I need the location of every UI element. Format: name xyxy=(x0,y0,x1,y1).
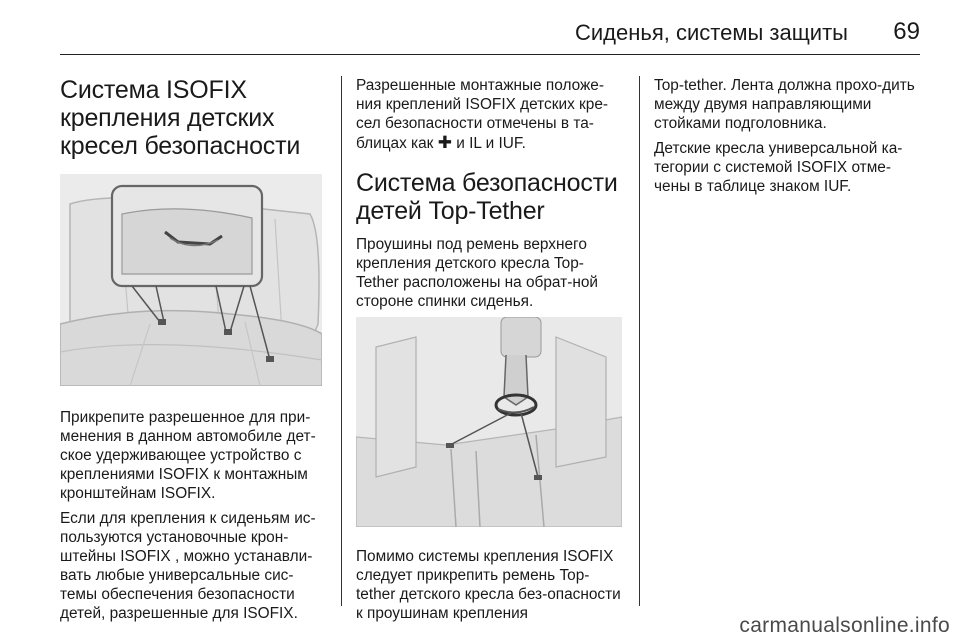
isofix-positions-suffix: и IL и IUF. xyxy=(451,135,526,152)
watermark: carmanualsonline.info xyxy=(739,614,950,637)
section-title: Сиденья, системы защиты xyxy=(574,20,848,45)
isofix-positions-text: Разрешенные монтажные положе-ния креплений ISOFIX детских кре-сел безопасности отмечены в та-блицах как xyxy=(356,77,609,152)
column-3 xyxy=(654,76,924,642)
seat-back-drawing xyxy=(356,317,622,527)
column-divider xyxy=(639,76,640,606)
tether-routing-paragraph: Top-tether. Лента должна прохо-дить между двумя направляющими стойками подголовника. xyxy=(654,77,915,132)
top-tether-illustration xyxy=(356,317,622,527)
top-tether-heading: Система безопасности детей Top-Tether xyxy=(356,169,618,225)
isofix-seat-illustration xyxy=(60,174,322,386)
column-2 xyxy=(356,76,626,642)
iuf-paragraph: Детские кресла универсальной ка-тегории с системой ISOFIX отме-чены в таблице знаком IUF. xyxy=(654,140,903,195)
isofix-paragraph-1: Прикрепите разрешенное для при-менения в данном автомобиле дет-ское удерживающее устройство с креплениями ISOFIX к монтажным кронштейнам ISOFIX. xyxy=(60,409,316,502)
column-1 xyxy=(60,76,328,642)
page-header xyxy=(60,18,920,55)
column-divider xyxy=(341,76,342,606)
page-number: 69 xyxy=(893,18,920,45)
plus-icon: ✚ xyxy=(437,133,452,152)
isofix-heading: Система ISOFIX крепления детских кресел безопасности xyxy=(60,76,301,160)
rear-seat-drawing xyxy=(60,174,322,386)
isofix-positions-paragraph xyxy=(356,76,626,153)
top-tether-paragraph-1: Проушины под ремень верхнего крепления детского кресла Top-Tether расположены на обрат-ной стороне спинки сиденья. xyxy=(356,236,598,310)
isofix-paragraph-2: Если для крепления к сиденьям ис-пользуются установочные крон-штейны ISOFIX , можно устанавли-вать любые универсальные сис-темы обеспечения безопасности детей, разрешенные для ISOFIX. xyxy=(60,510,316,622)
top-tether-paragraph-2: Помимо системы крепления ISOFIX следует прикрепить ремень Top-tether детского кресла без-опасности к проушинам крепления xyxy=(356,548,621,622)
